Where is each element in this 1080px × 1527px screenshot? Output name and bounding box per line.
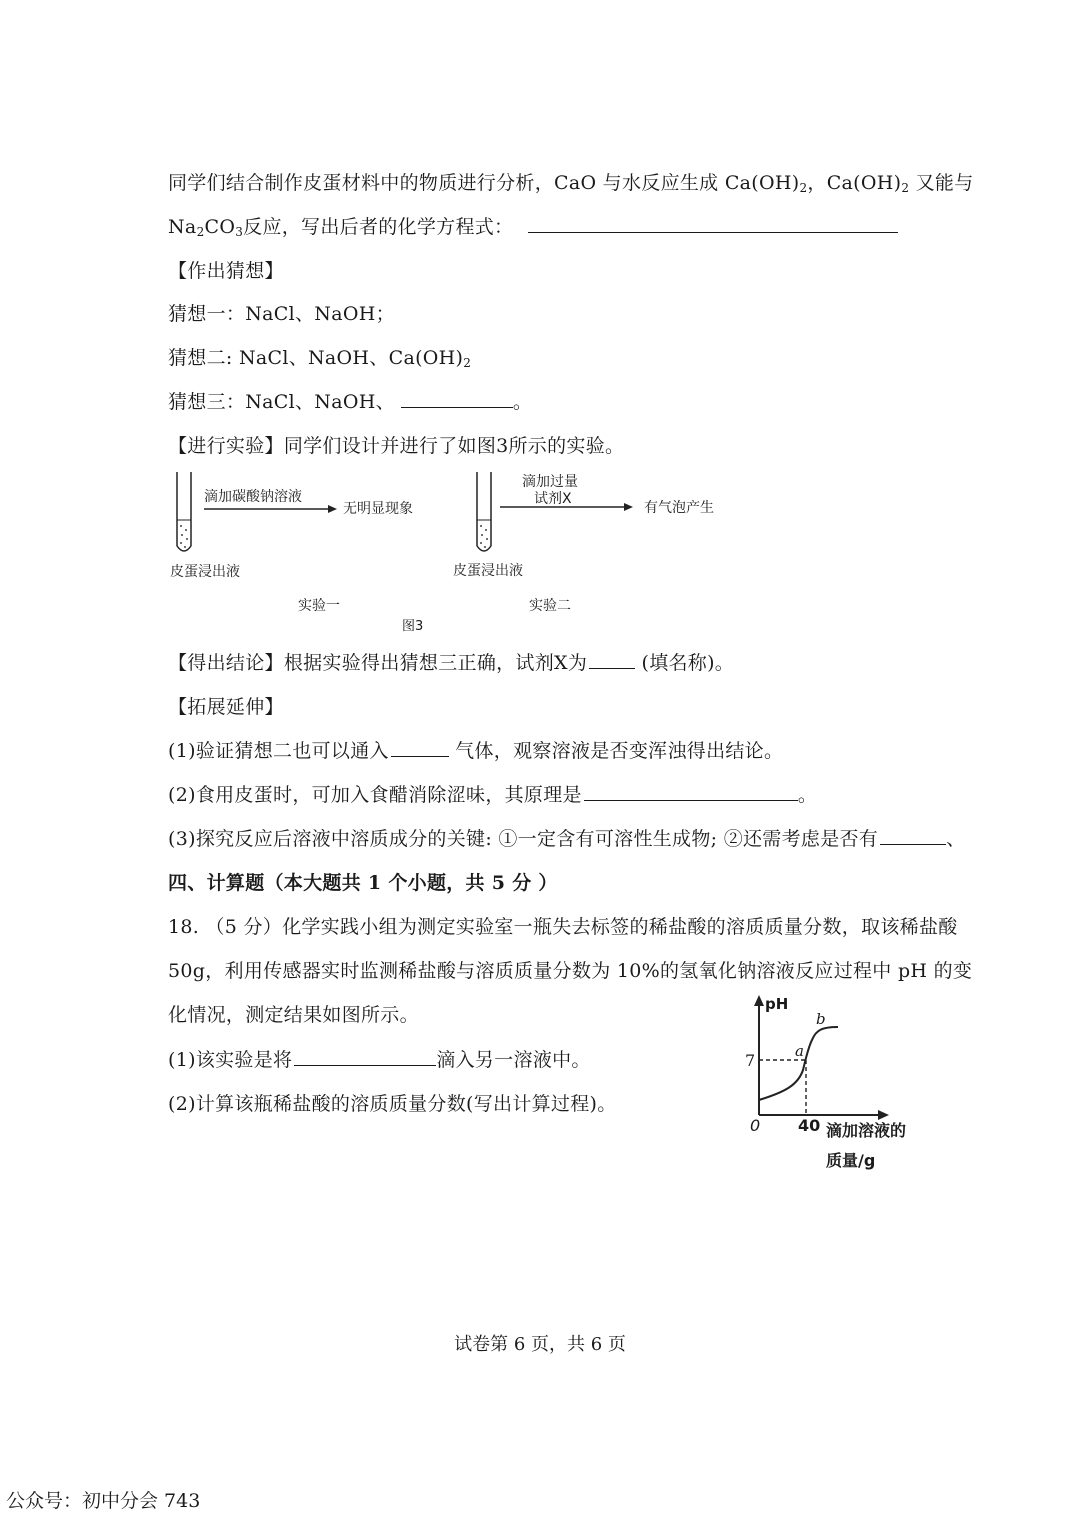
- q18-sub-2: (2)计算该瓶稀盐酸的溶质质量分数(写出计算过程)。: [168, 1093, 617, 1115]
- extension-heading: 【拓展延伸】: [168, 696, 284, 718]
- exp2-name: 实验二: [529, 598, 571, 614]
- ph-point-a: a: [795, 1042, 804, 1060]
- ph-x-label-1: 滴加溶液的: [826, 1121, 907, 1140]
- gas-blank[interactable]: [391, 739, 449, 757]
- extension-q1-tail: 气体，观察溶液是否变浑浊得出结论。: [448, 740, 784, 762]
- subscript: 2: [196, 225, 205, 239]
- extension-q2: [168, 780, 817, 807]
- hypothesis-2-text: 猜想二: NaCl、NaOH、Ca(OH): [168, 347, 464, 369]
- paragraph-text: 又能与: [909, 172, 974, 194]
- extension-q1-text: (1)验证猜想二也可以通入: [168, 740, 389, 762]
- exp2-arrow-label-2: 试剂X: [534, 491, 572, 507]
- conclusion-tail: (填名称)。: [635, 652, 735, 674]
- test-tube-1-icon: [177, 472, 191, 551]
- reagent-x-blank[interactable]: [589, 651, 635, 669]
- experiment-intro-text: 同学们设计并进行了如图3所示的实验。: [283, 435, 625, 457]
- q18-sub-1-text: (1)该实验是将: [168, 1049, 293, 1071]
- exp1-name: 实验一: [298, 598, 340, 614]
- hypothesis-3-text: 猜想三：NaCl、NaOH、: [168, 391, 395, 413]
- ph-y-label: pH: [765, 995, 789, 1013]
- arrow-1: [204, 505, 337, 513]
- principle-blank[interactable]: [584, 783, 798, 801]
- exp2-sample: 皮蛋浸出液: [453, 563, 523, 579]
- paragraph-text: Na: [168, 216, 197, 238]
- q18-line-3: 化情况，测定结果如图所示。: [168, 1004, 419, 1026]
- paragraph-text: ，Ca(OH): [807, 172, 902, 194]
- ph-y-tick-7: 7: [745, 1051, 756, 1070]
- ph-x-label-2: 质量/g: [826, 1151, 876, 1170]
- page-footer: 试卷第 6 页，共 6 页: [454, 1334, 626, 1355]
- figure-caption: 图3: [402, 619, 424, 634]
- conclusion-line: [168, 648, 734, 675]
- ph-curve: [759, 1027, 838, 1100]
- ph-origin: 0: [750, 1116, 761, 1135]
- q18-line-1: 18. （5 分）化学实践小组为测定实验室一瓶失去标签的稀盐酸的溶质质量分数，取该稀盐酸: [168, 916, 958, 938]
- exp1-result: 无明显现象: [343, 501, 413, 517]
- section-4-title: 四、计算题（本大题共 1 个小题，共 5 分 ）: [168, 872, 558, 894]
- paragraph-text: 同学们结合制作皮蛋材料中的物质进行分析，CaO 与水反应生成 Ca(OH): [168, 172, 800, 194]
- reactant-blank[interactable]: [880, 827, 946, 845]
- ph-point-b: b: [816, 1010, 826, 1028]
- extension-q2-period: 。: [797, 784, 818, 806]
- extension-q1: [168, 736, 783, 763]
- extension-q2-text: (2)食用皮蛋时，可加入食醋消除涩味，其原理是: [168, 784, 582, 806]
- hypothesis-3-period: 。: [512, 391, 533, 413]
- paragraph-text: 反应，写出后者的化学方程式：: [243, 216, 514, 238]
- extension-q3-tail: 、: [946, 828, 966, 850]
- conclusion-text: 根据实验得出猜想三正确，试剂X为: [283, 652, 588, 674]
- paragraph-text: CO: [204, 216, 236, 238]
- solution-blank[interactable]: [294, 1048, 436, 1066]
- test-tube-2-icon: [477, 472, 491, 551]
- subscript: 3: [235, 225, 244, 239]
- ph-x-tick-40: 40: [798, 1116, 821, 1135]
- hypothesis-heading: 【作出猜想】: [168, 260, 284, 282]
- subscript: 2: [799, 181, 808, 195]
- hypothesis-1: 猜想一：NaCl、NaOH；: [168, 303, 395, 325]
- subscript: 2: [901, 181, 910, 195]
- watermark-text: 公众号：初中分会 743: [6, 1490, 201, 1512]
- exp2-arrow-label-1: 滴加过量: [522, 474, 578, 490]
- extension-q3-text: (3)探究反应后溶液中溶质成分的关键: ①一定含有可溶性生成物; ②还需考虑是否有: [168, 828, 879, 850]
- conclusion-label: 【得出结论】: [168, 652, 284, 674]
- exp2-result: 有气泡产生: [644, 500, 714, 516]
- q18-sub-1-tail: 滴入另一溶液中。: [436, 1049, 591, 1071]
- q18-sub-1: [168, 1045, 591, 1072]
- experiment-label: 【进行实验】: [168, 435, 284, 457]
- exp1-sample: 皮蛋浸出液: [170, 564, 240, 580]
- extension-q3: [168, 824, 965, 851]
- subscript: 2: [463, 356, 472, 370]
- exp1-arrow-label: 滴加碳酸钠溶液: [204, 489, 302, 505]
- q18-line-2: 50g，利用传感器实时监测稀盐酸与溶质质量分数为 10%的氢氧化钠溶液反应过程中 pH 的变: [168, 960, 973, 982]
